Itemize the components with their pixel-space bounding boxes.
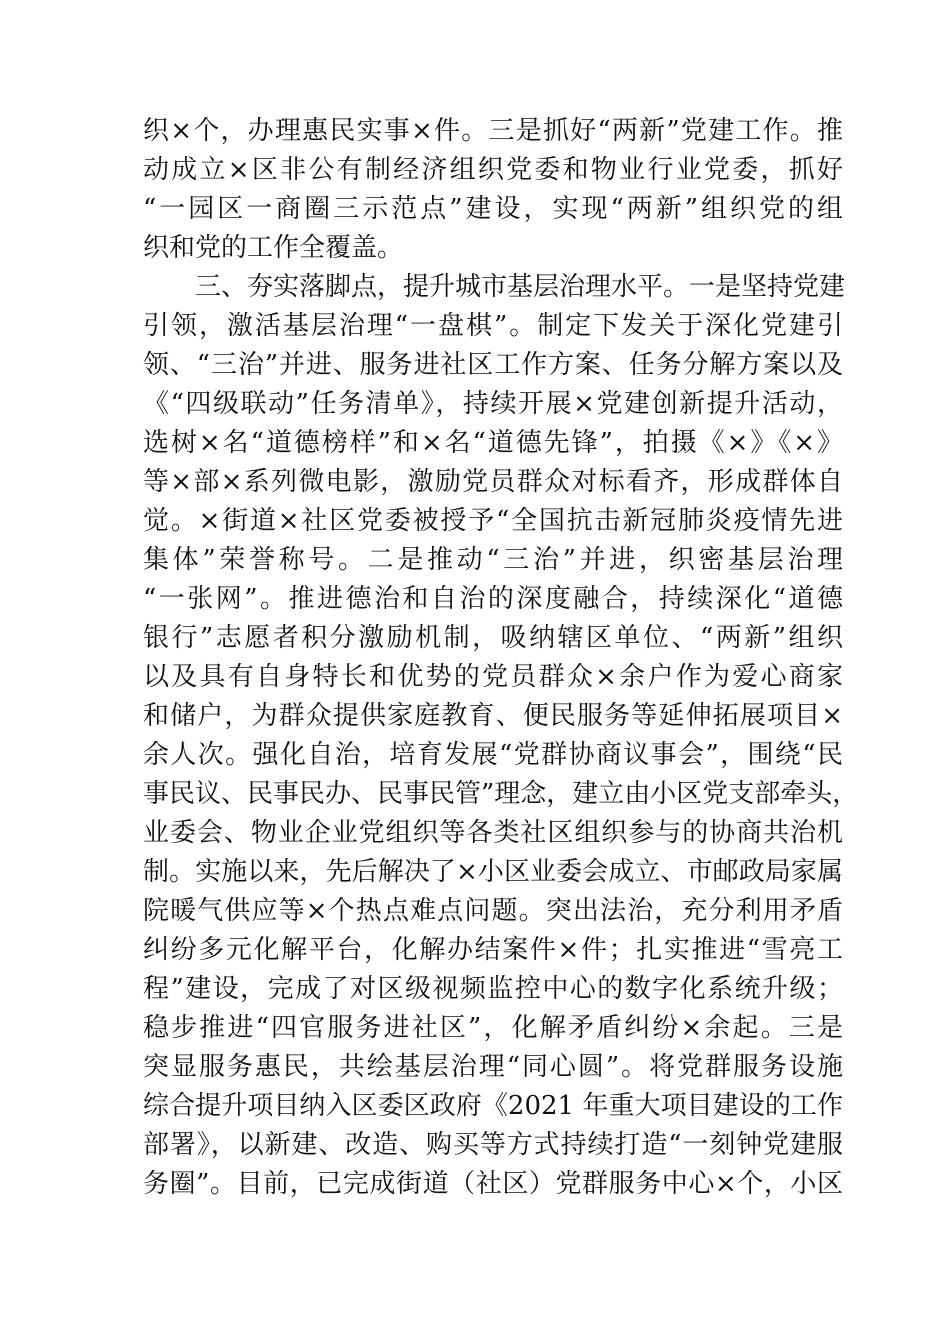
body-text	[143, 112, 859, 1204]
text-line: 业委会、物业企业党组织等各类社区组织参与的协商共治机	[143, 818, 843, 848]
text-line: 银行”志愿者积分激励机制，吸纳辖区单位、“两新”组织	[143, 623, 843, 653]
text-line: 突显服务惠民，共绘基层治理“同心圆”。将党群服务设施	[143, 1052, 843, 1082]
text-line: 余人次。强化自治，培育发展“党群协商议事会”，围绕“民	[143, 740, 843, 770]
section-heading-line: 三、夯实落脚点，提升城市基层治理水平。一是坚持党建	[195, 272, 846, 302]
text-line: 等×部×系列微电影，激励党员群众对标看齐，形成群体自	[143, 467, 843, 497]
text-line: 以及具有自身特长和优势的党员群众×余户作为爱心商家	[143, 662, 843, 692]
text-line: 综合提升项目纳入区委区政府《2021 年重大项目建设的工作	[143, 1091, 843, 1121]
text-line: 院暖气供应等×个热点难点问题。突出法治，充分利用矛盾	[143, 896, 843, 926]
text-line: 觉。×街道×社区党委被授予“全国抗击新冠肺炎疫情先进	[143, 506, 843, 536]
text-line: 和储户，为群众提供家庭教育、便民服务等延伸拓展项目×	[143, 701, 843, 731]
text-line: 程”建设，完成了对区级视频监控中心的数字化系统升级；	[143, 974, 843, 1004]
text-line: 领、“三治”并进、服务进社区工作方案、任务分解方案以及	[143, 350, 843, 380]
text-line: 务圈”。目前，已完成街道（社区）党群服务中心×个，小区	[143, 1169, 843, 1199]
text-line: “一张网”。推进德治和自治的深度融合，持续深化“道德	[143, 584, 843, 614]
text-line: 动成立×区非公有制经济组织党委和物业行业党委，抓好	[143, 155, 843, 185]
text-line: 制。实施以来，先后解决了×小区业委会成立、市邮政局家属	[143, 857, 843, 887]
text-line: 集体”荣誉称号。二是推动“三治”并进，织密基层治理	[143, 545, 843, 575]
text-line: 稳步推进“四官服务进社区”，化解矛盾纠纷×余起。三是	[143, 1013, 843, 1043]
text-line: 织和党的工作全覆盖。	[143, 233, 404, 263]
text-line: 引领，激活基层治理“一盘棋”。制定下发关于深化党建引	[143, 311, 843, 341]
text-line: 部署》，以新建、改造、购买等方式持续打造“一刻钟党建服	[143, 1130, 843, 1160]
text-line: 选树×名“道德榜样”和×名“道德先锋”，拍摄《×》《×》	[143, 428, 843, 458]
text-line: 《“四级联动”任务清单》，持续开展×党建创新提升活动，	[143, 389, 843, 419]
text-line: 事民议、民事民办、民事民管”理念，建立由小区党支部牵头，	[143, 779, 859, 809]
text-line: 织×个，办理惠民实事×件。三是抓好“两新”党建工作。推	[143, 116, 843, 146]
text-line: 纠纷多元化解平台，化解办结案件×件；扎实推进“雪亮工	[143, 935, 843, 965]
text-line: “一园区一商圈三示范点”建设，实现“两新”组织党的组	[143, 194, 843, 224]
